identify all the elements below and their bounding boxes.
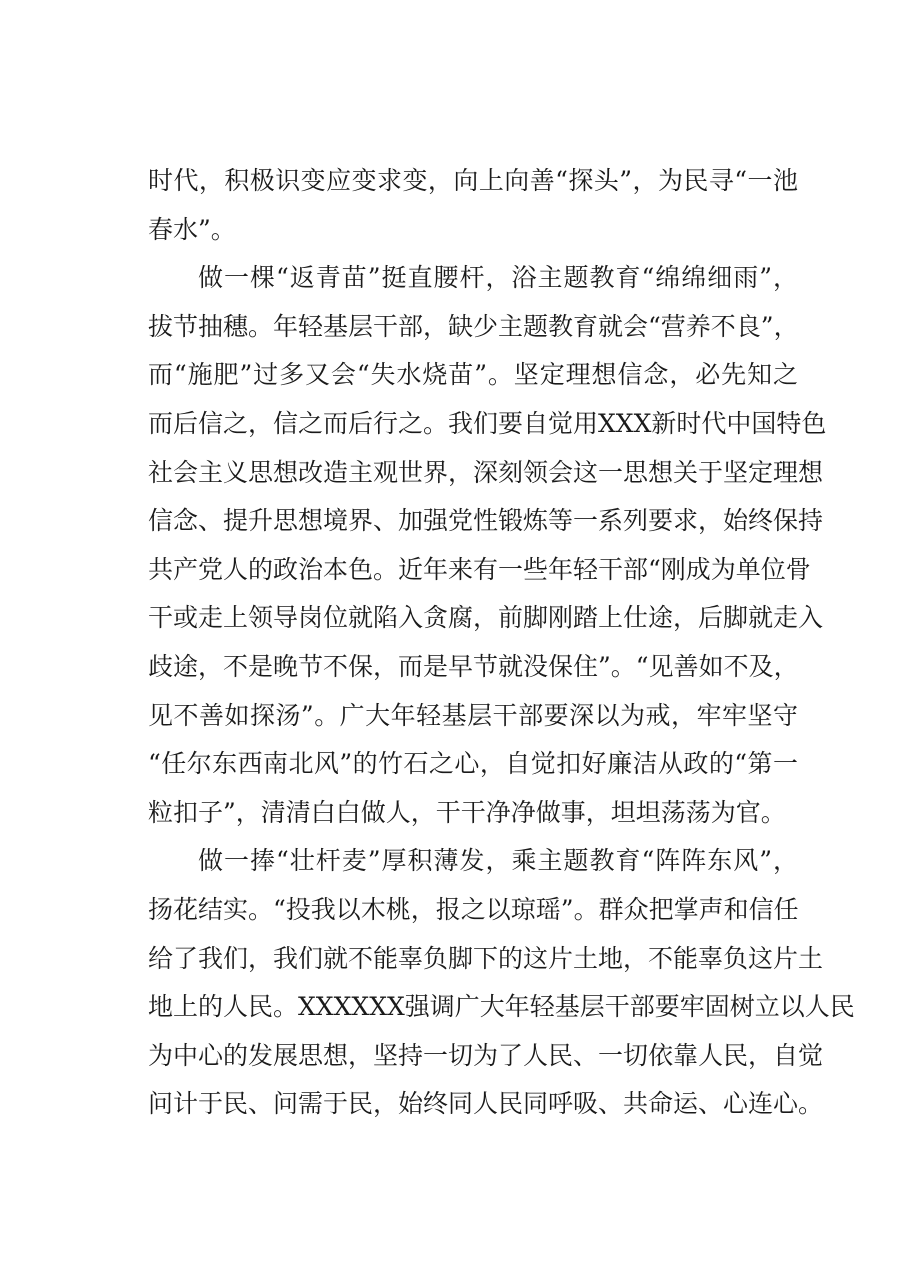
paragraph <box>148 157 798 254</box>
text-line: 信念、提升思想境界、加强党性锻炼等一系列要求，始终保持 <box>148 506 824 536</box>
text-line: 时代，积极识变应变求变，向上向善“探头”，为民寻“一池 <box>148 166 798 195</box>
text-line: 粒扣子”，清清白白做人，干干净净做事，坦坦荡荡为官。 <box>148 797 786 827</box>
text-line: 共产党人的政治本色。近年来有一些年轻干部“刚成为单位骨 <box>148 554 811 584</box>
paragraph <box>148 837 855 1129</box>
text-line: 干或走上领导岗位就陷入贪腐，前脚刚踏上仕途，后脚就走入 <box>148 603 824 633</box>
text-line: 拔节抽穗。年轻基层干部，缺少主题教育就会“营养不良”， <box>148 311 799 341</box>
text-line: 做一捧“壮杆麦”厚积薄发，乘主题教育“阵阵东风”， <box>198 846 798 876</box>
text-line: 扬花结实。“投我以木桃，报之以琼瑶”。群众把掌声和信任 <box>148 894 799 924</box>
text-line: 为中心的发展思想，坚持一切为了人民、一切依靠人民，自觉 <box>148 1040 824 1070</box>
text-line: “任尔东西南北风”的竹石之心，自觉扣好廉洁从政的“第一 <box>148 749 798 779</box>
text-line: 问计于民、问需于民，始终同人民同呼吸、共命运、心连心。 <box>148 1089 824 1119</box>
text-line: 做一棵“返青苗”挺直腰杆，浴主题教育“绵绵细雨”， <box>198 263 798 293</box>
body-text <box>148 157 855 1129</box>
text-line: 给了我们，我们就不能辜负脚下的这片土地，不能辜负这片土 <box>148 943 824 973</box>
text-line: 社会主义思想改造主观世界，深刻领会这一思想关于坚定理想 <box>148 457 824 487</box>
text-line: 歧途，不是晚节不保，而是早节就没保住”。“见善如不及， <box>148 651 799 681</box>
text-line: 而“施肥”过多又会“失水烧苗”。坚定理想信念，必先知之 <box>148 360 798 390</box>
text-line: 见不善如探汤”。广大年轻基层干部要深以为戒，牢牢坚守 <box>148 700 798 730</box>
text-line: 而后信之，信之而后行之。我们要自觉用XXX新时代中国特色 <box>148 408 827 438</box>
text-line: 地上的人民。XXXXXX强调广大年轻基层干部要牢固树立以人民 <box>148 992 855 1022</box>
text-line: 春水”。 <box>148 214 236 244</box>
paragraph <box>148 254 827 837</box>
